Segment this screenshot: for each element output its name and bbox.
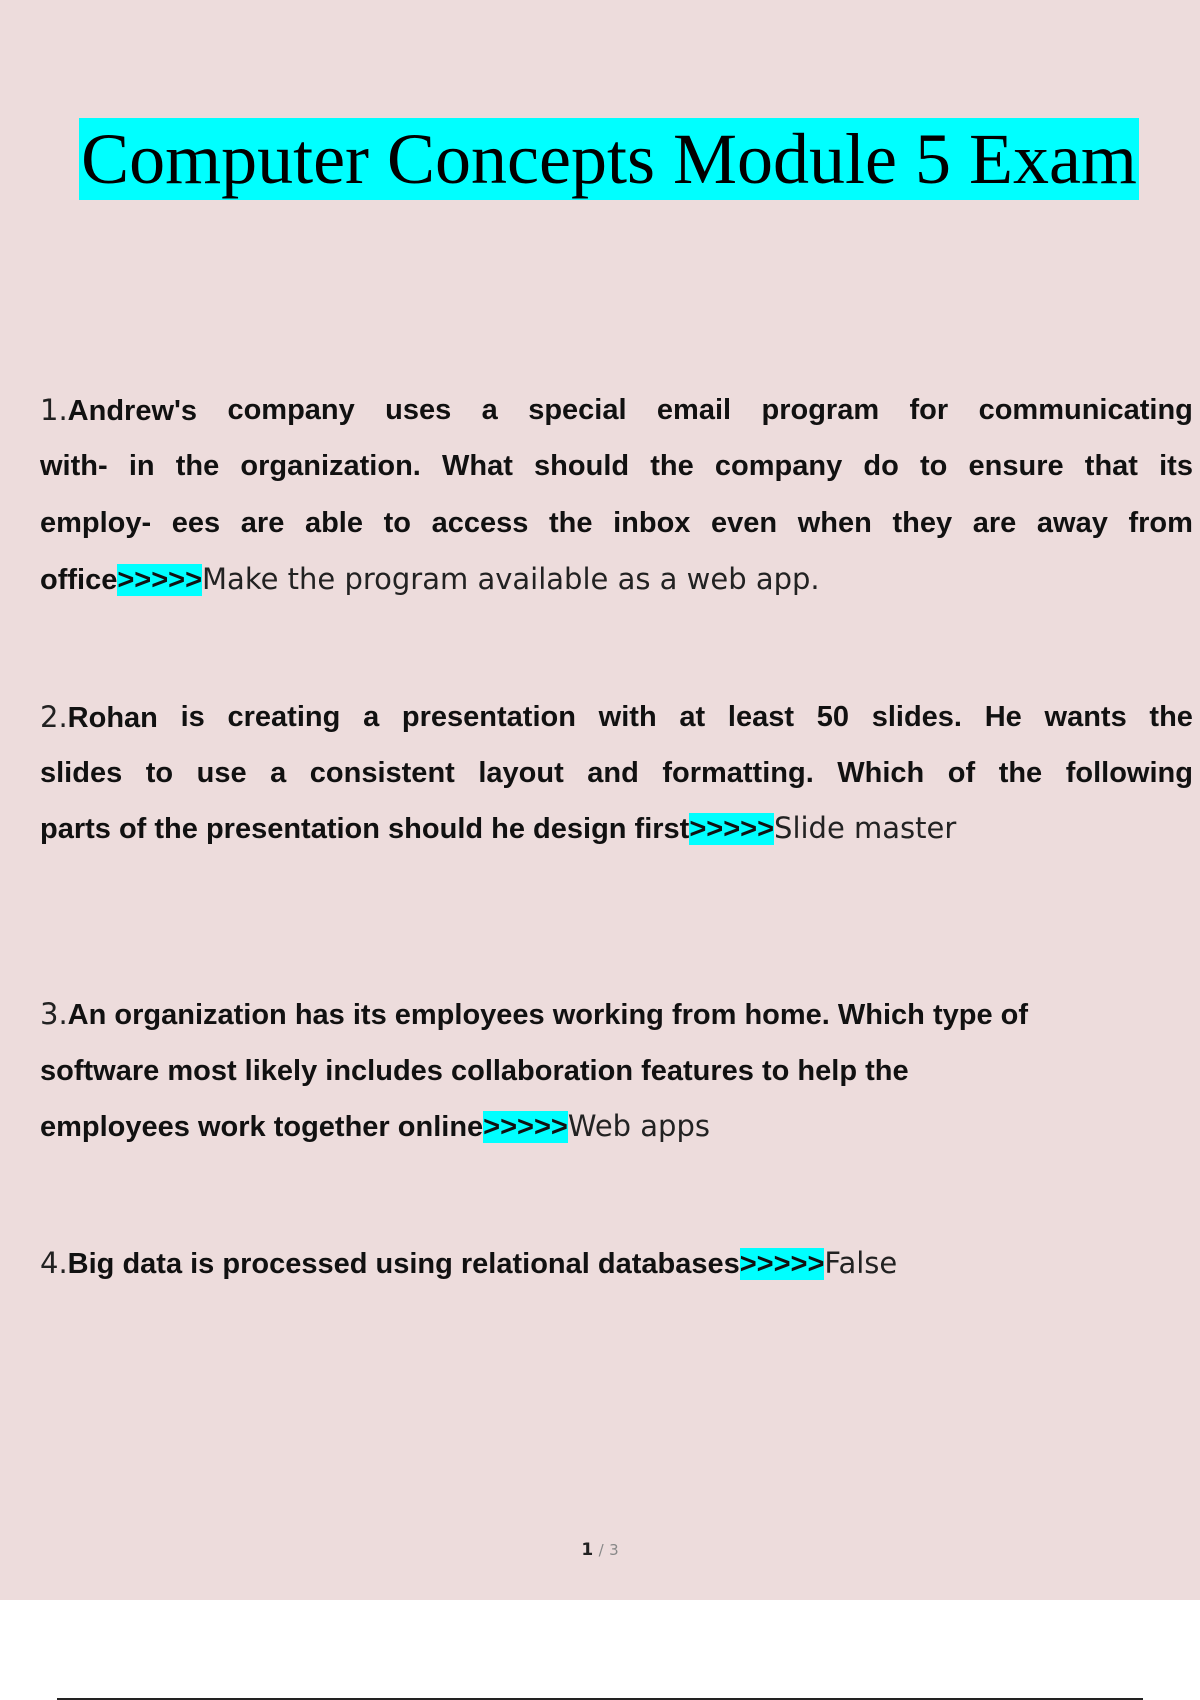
question-word: is [180, 701, 205, 733]
question-word: the [1149, 701, 1193, 733]
question-1-line-4 [40, 559, 1193, 599]
answer-text: Web apps [567, 1109, 710, 1143]
answer-arrow: >>>>> [117, 564, 203, 596]
question-word: when [797, 507, 872, 539]
question-3-line-1 [40, 994, 1193, 1034]
question-1-line-2 [40, 446, 1193, 486]
question-word: ensure [968, 450, 1064, 482]
question-number: 1. [40, 393, 68, 427]
question-1-first-word-group [40, 390, 197, 430]
question-word: creating [227, 701, 341, 733]
question-word: consistent [309, 757, 455, 789]
question-word: email [656, 394, 732, 426]
question-word: to [145, 757, 174, 789]
question-2-line-2 [40, 753, 1193, 793]
question-word: company [714, 450, 843, 482]
question-word: communicating [978, 394, 1193, 426]
page-number-separator: / [598, 1541, 604, 1559]
question-text: An organization has its employees working from home. Which type of [67, 999, 1029, 1031]
page-number-total: 3 [609, 1541, 619, 1559]
question-text: employees work together online [40, 1111, 484, 1143]
question-word: 50 [816, 701, 849, 733]
question-word: the [650, 450, 694, 482]
question-word: use [196, 757, 247, 789]
question-word: away [1036, 507, 1108, 539]
question-word: program [761, 394, 880, 426]
question-3-line-3 [40, 1106, 1193, 1146]
question-1-line-1 [40, 390, 1193, 430]
question-word: for [909, 394, 949, 426]
question-3-line-2 [40, 1051, 1193, 1091]
document-title: Computer Concepts Module 5 Exam [81, 119, 1137, 199]
answer-text: Slide master [774, 811, 957, 845]
question-word: Andrew's [67, 395, 198, 427]
question-word: slides [40, 757, 123, 789]
question-word: and [587, 757, 639, 789]
question-word: able [304, 507, 363, 539]
question-word: company [227, 394, 355, 426]
page-number [0, 1540, 1200, 1560]
question-word: a [481, 394, 498, 426]
title-container [0, 118, 1200, 200]
question-word: of [947, 757, 976, 789]
question-word: uses [385, 394, 452, 426]
question-word: the [175, 450, 220, 482]
question-word: even [711, 507, 778, 539]
question-word: presentation [401, 701, 576, 733]
question-1-line-3 [40, 503, 1193, 543]
question-word: they [892, 507, 953, 539]
question-word: are [240, 507, 285, 539]
question-word: wants [1044, 701, 1127, 733]
question-2-line-1 [40, 697, 1193, 737]
question-number: 2. [40, 700, 68, 734]
question-word: its [1159, 450, 1193, 482]
question-word: to [919, 450, 948, 482]
question-word: to [383, 507, 411, 539]
question-word: access [431, 507, 529, 539]
answer-arrow: >>>>> [739, 1248, 825, 1280]
question-word: layout [478, 757, 564, 789]
question-text: office [40, 564, 118, 596]
answer-arrow: >>>>> [689, 813, 775, 845]
question-word: What [442, 450, 513, 482]
question-word: Rohan [67, 702, 158, 734]
question-word: inbox [613, 507, 691, 539]
question-word: He [984, 701, 1022, 733]
page-number-current: 1 [581, 1540, 594, 1560]
question-word: the [998, 757, 1043, 789]
question-word: organization. [240, 450, 421, 482]
question-text: Big data is processed using relational databases [67, 1248, 740, 1280]
question-word: a [270, 757, 287, 789]
question-text: software most likely includes collaboration features to help the [40, 1055, 909, 1087]
question-word: do [863, 450, 899, 482]
question-word: special [528, 394, 627, 426]
question-number: 4. [40, 1246, 68, 1280]
answer-arrow: >>>>> [483, 1111, 568, 1143]
question-word: employ- [40, 507, 152, 539]
question-word: that [1084, 450, 1138, 482]
question-2-line-3 [40, 808, 1193, 848]
question-word: formatting. [662, 757, 814, 789]
question-word: are [972, 507, 1017, 539]
question-word: should [534, 450, 630, 482]
question-word: Which [837, 757, 925, 789]
answer-text: Make the program available as a web app. [202, 562, 820, 596]
question-text: parts of the presentation should he design first [40, 813, 690, 845]
question-2-first-word-group [40, 697, 158, 737]
question-word: at [679, 701, 706, 733]
question-word: in [128, 450, 155, 482]
question-word: following [1065, 757, 1193, 789]
question-word: from [1128, 507, 1193, 539]
question-4-line-1 [40, 1243, 1193, 1283]
question-word: the [548, 507, 593, 539]
question-word: with [598, 701, 657, 733]
question-word: ees [171, 507, 221, 539]
question-word: least [727, 701, 795, 733]
question-number: 3. [40, 997, 68, 1031]
answer-text: False [824, 1246, 898, 1280]
question-word: a [363, 701, 380, 733]
question-word: with- [40, 450, 108, 482]
question-word: slides. [871, 701, 962, 733]
